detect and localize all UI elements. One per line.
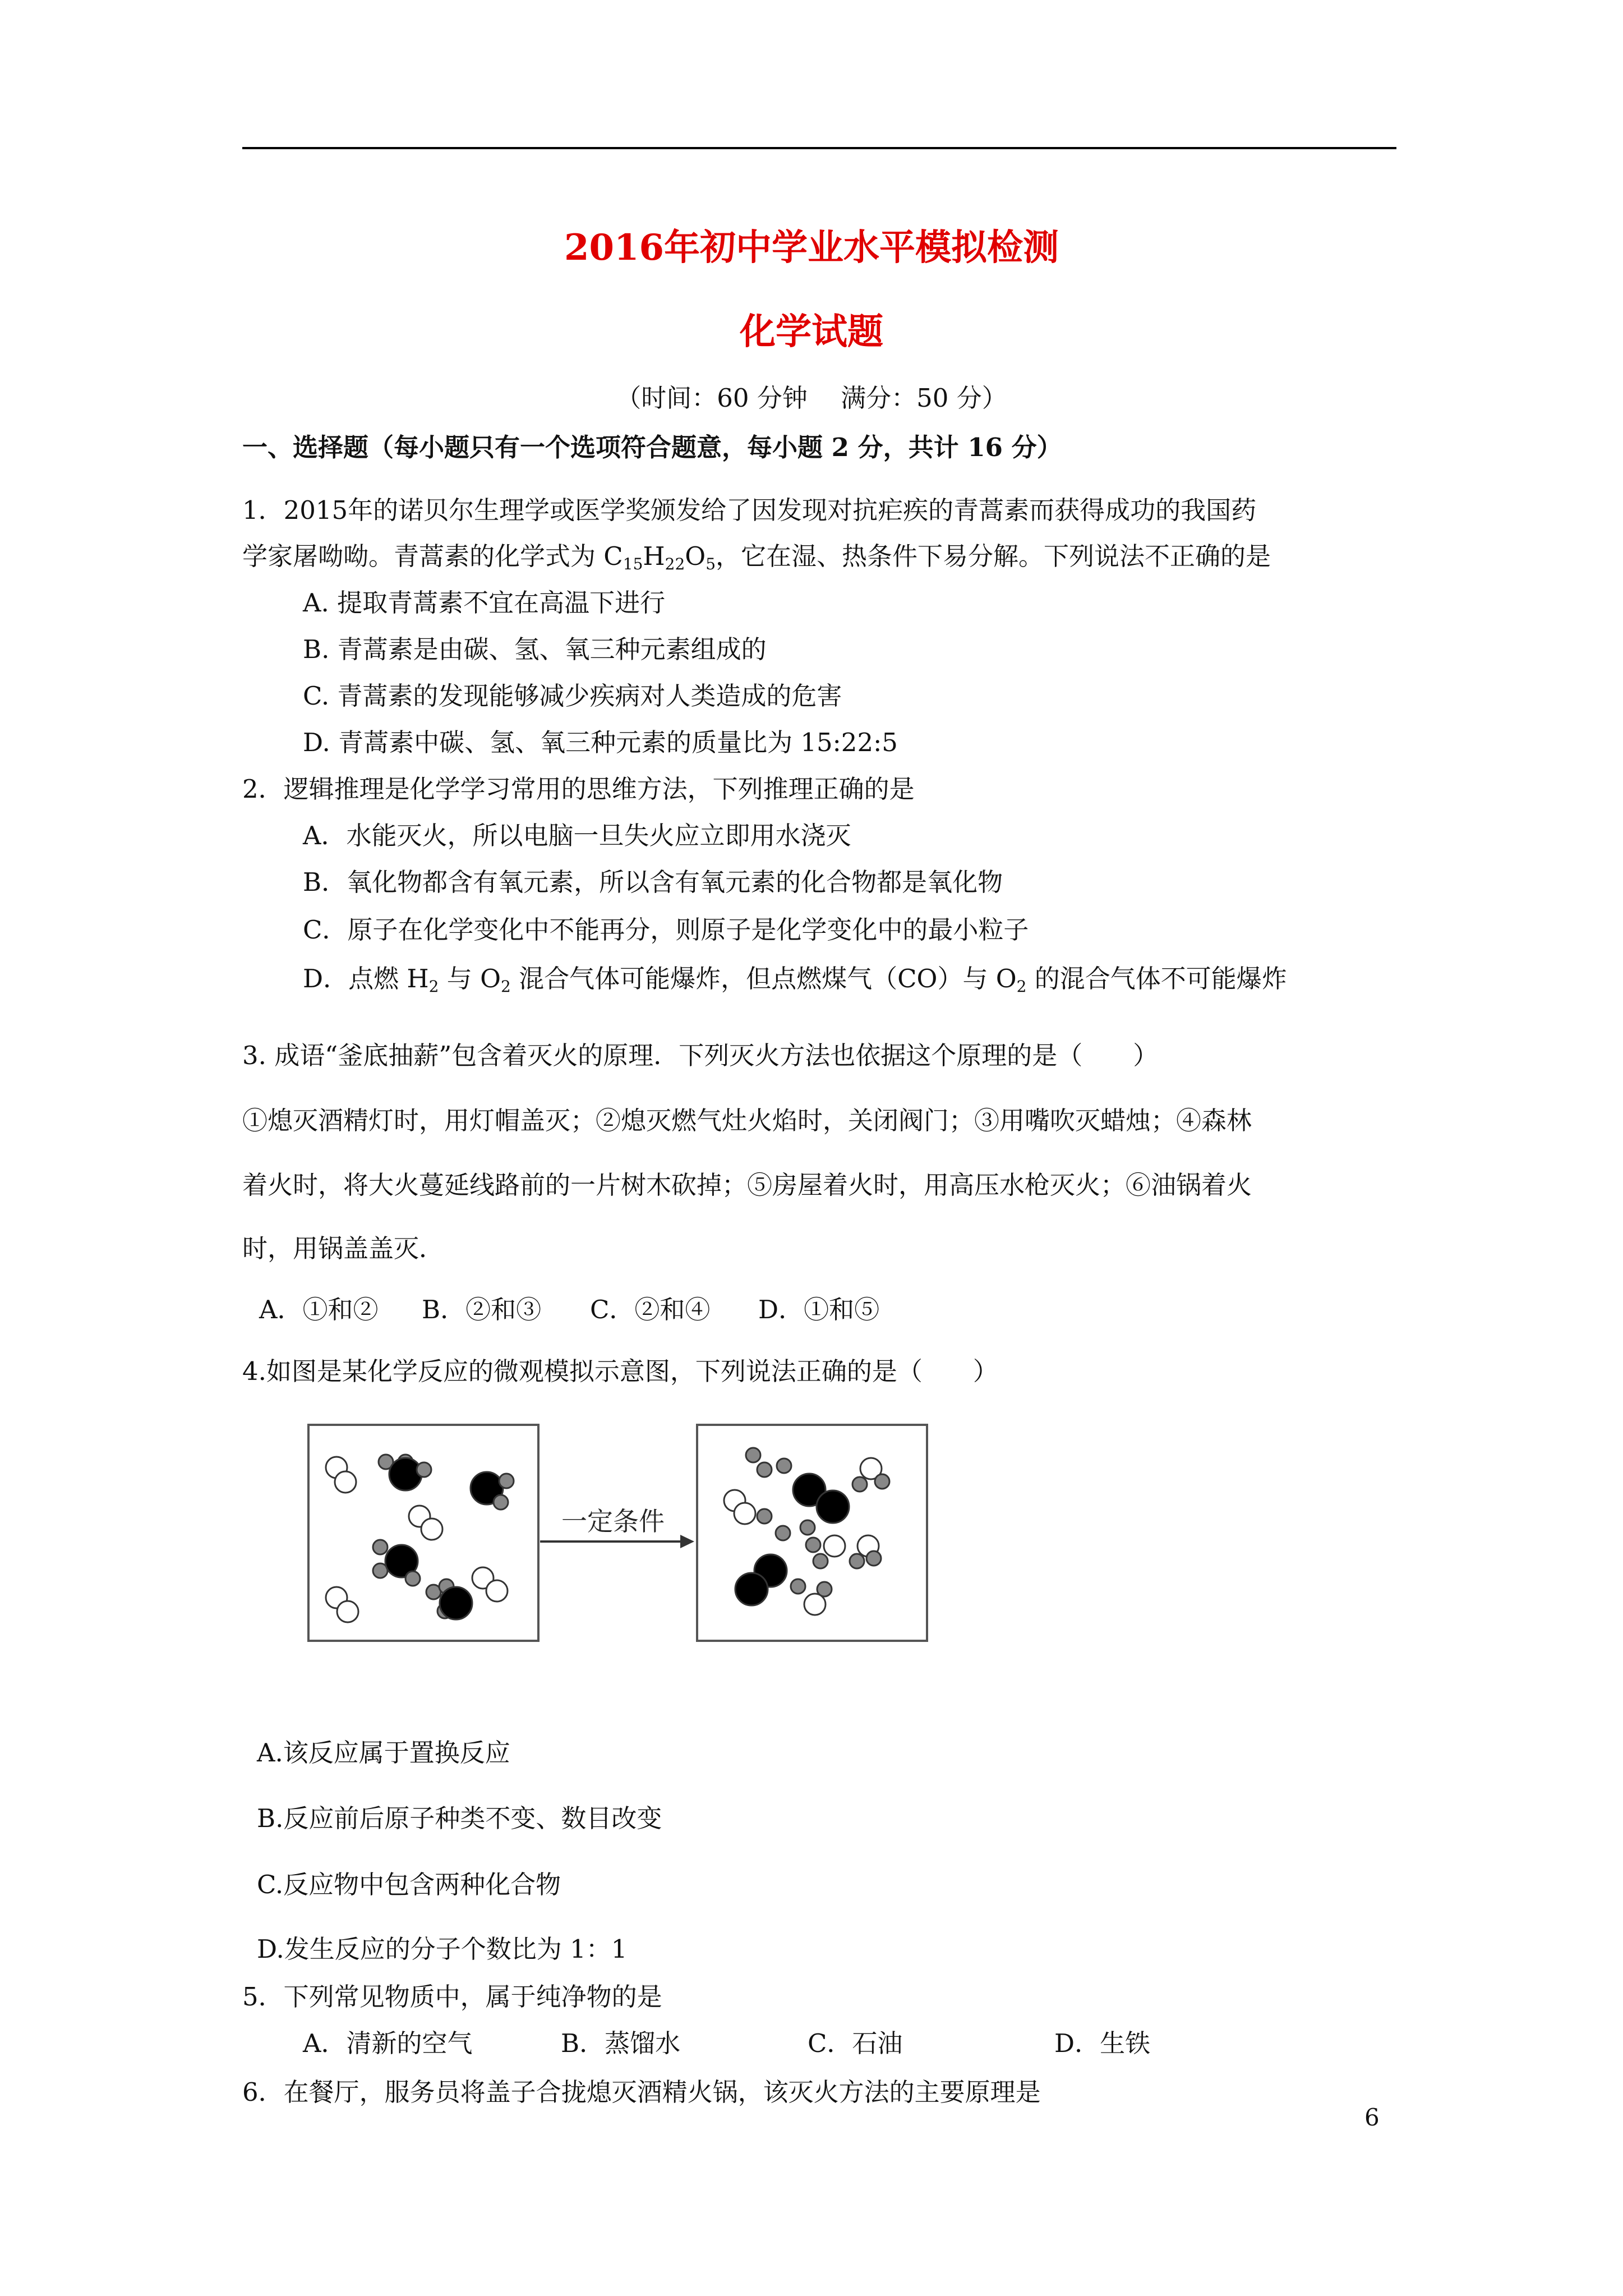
q4-stem: 4.如图是某化学反应的微观模拟示意图，下列说法正确的是（ ） [242, 1356, 998, 1386]
exam-title: 2016年初中学业水平模拟检测 [564, 227, 1059, 269]
page-number: 6 [1364, 2104, 1380, 2131]
q4-option-b: B.反应前后原子种类不变、数目改变 [257, 1803, 662, 1833]
arrow-head [680, 1535, 694, 1548]
q5-options [303, 2027, 1150, 2060]
section-heading: 一、选择题（每小题只有一个选项符合题意，每小题 2 分，共计 16 分） [242, 432, 1062, 462]
q1-option-d: D. 青蒿素中碳、氢、氧三种元素的质量比为 15:22:5 [303, 728, 898, 757]
q2-option-d: D．点燃 $H_2$ 与 $O_2$ 混合气体可能爆炸，但点燃煤气（CO）与 $O_2$ 的混合气体不可能爆炸 [303, 964, 1287, 996]
q1-stem-line1: 1．2015年的诺贝尔生理学或医学奖颁发给了因发现对抗疟疾的青蒿素而获得成功的我国药 [242, 495, 1257, 525]
exam-subtitle: 化学试题 [740, 311, 883, 353]
exam-info: （时间：60 分钟 满分：50 分） [616, 383, 1007, 413]
q3-text-line2: 着火时，将大火蔓延线路前的一片树木砍掉；⑤房屋着火时，用高压水枪灭火；⑥油锅着火 [242, 1170, 1252, 1200]
reaction-diagram [307, 1424, 935, 1648]
q4-option-a: A.该反应属于置换反应 [257, 1738, 510, 1768]
q4-option-d: D.发生反应的分子个数比为 1：1 [257, 1934, 628, 1964]
q3-option-c: C．②和④ [590, 1295, 711, 1324]
q5-option-b: B．蒸馏水 [561, 2028, 681, 2058]
q1-option-a: A. 提取青蒿素不宜在高温下进行 [303, 588, 666, 618]
q3-options [259, 1293, 879, 1327]
q3-stem: 3. 成语“釜底抽薪”包含着灭火的原理．下列灭火方法也依据这个原理的是（ ） [242, 1041, 1159, 1070]
q5-option-a: A．清新的空气 [303, 2028, 473, 2058]
q3-option-d: D．①和⑤ [758, 1295, 880, 1324]
q2-option-b: B．氧化物都含有氧元素，所以含有氧元素的化合物都是氧化物 [303, 867, 1003, 897]
q2-stem: 2．逻辑推理是化学学习常用的思维方法，下列推理正确的是 [242, 774, 915, 804]
q1-stem-line2: 学家屠呦呦。青蒿素的化学式为 $C_{15}H_{22}O_5$，它在湿、热条件下易分解。下列说法不正确的是 [242, 541, 1271, 573]
q2-option-a: A．水能灭火，所以电脑一旦失火应立即用水浇灭 [303, 821, 851, 850]
q5-stem: 5．下列常见物质中，属于纯净物的是 [242, 1982, 662, 2012]
arrow-label: 一定条件 [561, 1507, 665, 1536]
q3-text-line3: 时，用锅盖盖灭． [242, 1234, 445, 1263]
q3-option-a: A．①和② [259, 1295, 379, 1324]
q3-text-line1: ①熄灭酒精灯时，用灯帽盖灭；②熄灭燃气灶火焰时，关闭阀门；③用嘴吹灭蜡烛；④森林 [242, 1106, 1252, 1135]
header-rule [242, 147, 1396, 149]
q4-option-c: C.反应物中包含两种化合物 [257, 1870, 561, 1899]
q1-option-c: C. 青蒿素的发现能够减少疾病对人类造成的危害 [303, 681, 842, 711]
q5-option-c: C．石油 [808, 2028, 903, 2058]
q2-option-c: C．原子在化学变化中不能再分，则原子是化学变化中的最小粒子 [303, 915, 1029, 945]
q6-stem: 6．在餐厅，服务员将盖子合拢熄灭酒精火锅，该灭火方法的主要原理是 [242, 2077, 1041, 2107]
q3-option-b: B．②和③ [422, 1295, 542, 1324]
q1-option-b: B. 青蒿素是由碳、氢、氧三种元素组成的 [303, 634, 767, 664]
q5-option-d: D．生铁 [1054, 2028, 1151, 2058]
